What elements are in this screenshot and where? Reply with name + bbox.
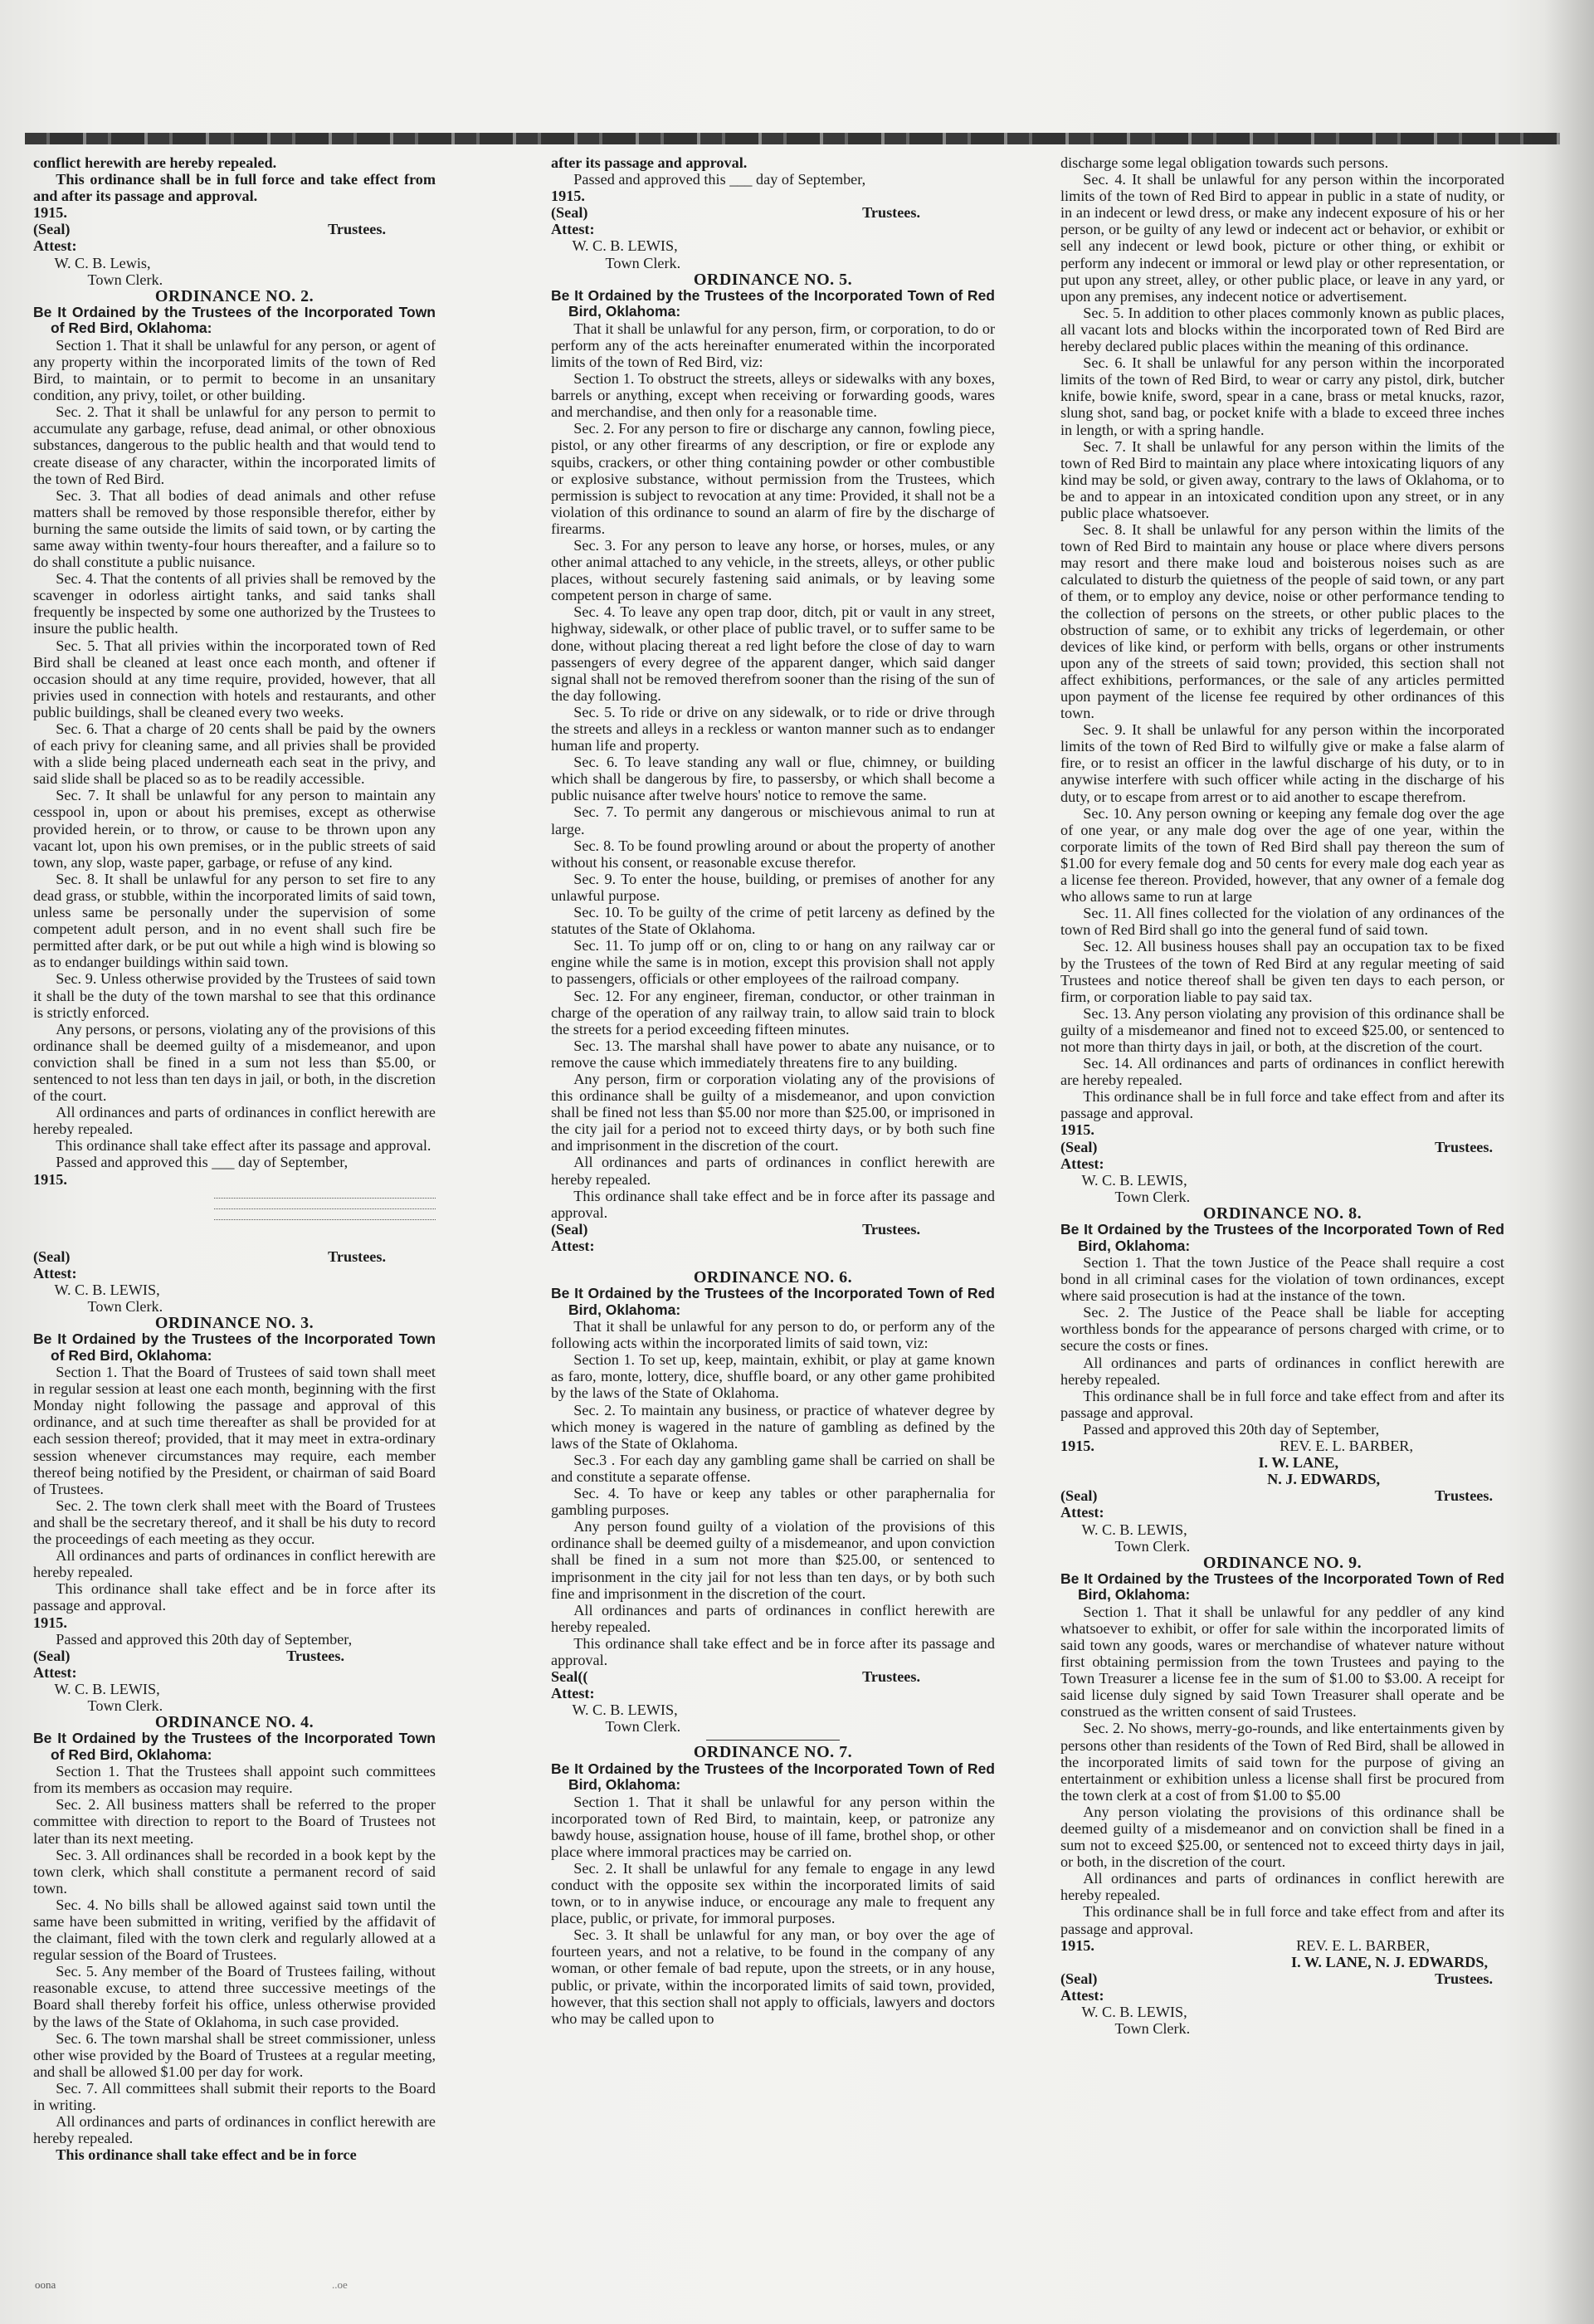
attest-label: Attest:	[1060, 1504, 1104, 1521]
paragraph: All ordinances and parts of ordinances in conflict herewith are hereby repealed.	[551, 1601, 995, 1635]
col1-open-line: conflict herewith are hereby repealed.	[33, 154, 277, 171]
paragraph: Sec. 6. The town marshal shall be street commissioner, unless other wise provided by the Board of Trustees at a regular meeting, and shall be allowed $1.00 per day for work.	[33, 2029, 436, 2080]
trustees-label: Trustees.	[328, 221, 386, 238]
paragraph: Sec. 2. The town clerk shall meet with the Board of Trustees and shall be the secretary thereof, and it shall be his duty to record the proceedings of each meeting as they occur.	[33, 1496, 436, 1548]
attest-label: Attest:	[33, 237, 77, 255]
paragraph: Sec. 4. That the contents of all privies shall be removed by the scavenger in odorless airtight tanks, and said tanks shall frequently be inspected by some one authorized by the Trustees to insure the public health.	[33, 570, 436, 637]
paragraph: All ordinances and parts of ordinances in conflict herewith are hereby repealed.	[1060, 1870, 1504, 1904]
paragraph: Section 1. That it shall be unlawful for any person, or agent of any property within the incorporated limits of the town of Red Bird, to maintain, or to permit to become in an unsanitary condition, any privy, toilet, or other building.	[33, 336, 436, 404]
paragraph: Sec. 6. It shall be unlawful for any person within the incorporated limits of the town of Red Bird, to wear or carry any pistol, dirk, butcher knife, bowie knife, sword, spear in a cane, brass or metal knucks, razor, slung shot, sand bag, or pocket knife with a blade to exceed three inches in length, or with a spring handle.	[1060, 354, 1504, 438]
paragraph: All ordinances and parts of ordinances in conflict herewith are hereby repealed.	[33, 1104, 436, 1138]
trustees-label: Trustees.	[862, 1668, 920, 1686]
trustees-label: Trustees.	[1435, 1138, 1493, 1155]
seal-label: (Seal)	[551, 1220, 588, 1238]
paragraph: Sec. 5. That all privies within the incorporated town of Red Bird shall be cleaned at least once each month, and oftener if occasion should at any time require, provided, however, that all privies used in connection with hotels and restaurants, and other public buildings, shall be cleaned every two weeks.	[33, 637, 436, 720]
paragraph: Sec. 7. It shall be unlawful for any person to maintain any cesspool in, upon or about his premises, except as otherwise provided herein, or to throw, or cause to be thrown upon any vacant lot, upon his own premises, or in the public streets of said town, any slop, waste paper, garbage, or refuse of any kind.	[33, 787, 436, 871]
signature-row	[1060, 1937, 1504, 1954]
ordinance-7-title: Be It Ordained by the Trustees of the Incorporated Town of Red Bird, Oklahoma:	[551, 1760, 995, 1794]
trustee-signature: REV. E. L. BARBER,	[1280, 1438, 1413, 1455]
paragraph: Sec. 10. Any person owning or keeping any female dog over the age of one year, or any male dog over the age of one year, within the corporate limits of the town of Red Bird shall pay thereon the sum of $1.00 for every female dog and 50 cents for every male dog each year as a license fee thereon. Provided, however, that any owner of a female dog who allows same to run at large	[1060, 804, 1504, 906]
paragraph: Sec. 9. Unless otherwise provided by the Trustees of said town it shall be the duty of the town marshal to see that this ordinance is strictly enforced.	[33, 970, 436, 1021]
col1-open-year: 1915.	[33, 204, 67, 222]
trustees-label: Trustees.	[328, 1247, 386, 1265]
attest-label: Attest:	[1060, 1986, 1104, 2004]
column-3	[1060, 154, 1504, 2296]
attest-label: Attest:	[551, 1685, 595, 1702]
paragraph: Sec. 7. To permit any dangerous or mischievous animal to run at large.	[551, 803, 995, 837]
paragraph: Section 1. That the Board of Trustees of said town shall meet in regular session at least one each month, beginning with the first Monday night following the passage and approval of this ordinance, and at such time thereafter as shall be provided for at each session thereof; provided, that it may meet in extra-ordinary session whenever circumstances may require, each member thereof being notified by the President, or chairman of said Board of Trustees.	[33, 1364, 436, 1497]
paragraph: Any persons, or persons, violating any of the provisions of this ordinance shall be deemed guilty of a misdemeanor, and upon conviction shall be fined in a sum not less than $5.00, or sentenced to not less than ten days in jail, or both, in the discretion of the court.	[33, 1020, 436, 1105]
year: 1915.	[1060, 1121, 1094, 1139]
paragraph: This ordinance shall take effect and be in force after its passage and approval.	[551, 1634, 995, 1668]
trustees-label: Trustees.	[862, 1220, 920, 1238]
paragraph: Sec. 5. To ride or drive on any sidewalk, or to ride or drive through the streets and alleys in a reckless or wanton manner such as to endanger human life and property.	[551, 703, 995, 754]
trustee-signature: N. J. EDWARDS,	[1267, 1471, 1380, 1488]
paragraph: Sec. 11. All fines collected for the violation of any ordinances of the town of Red Bird shall go into the general fund of said town.	[1060, 905, 1504, 939]
seal-label: (Seal)	[551, 204, 588, 222]
paragraph: Sec. 13. Any person violating any provision of this ordinance shall be guilty of a misdemeanor and fined not to exceed $25.00, or sentenced to not more than thirty days in jail, or both, at the discretion of the court.	[1060, 1004, 1504, 1055]
column-1	[33, 154, 436, 2296]
trustee-signature: I. W. LANE, N. J. EDWARDS,	[1291, 1953, 1488, 1970]
ordinance-3-heading: ORDINANCE NO. 3.	[154, 1314, 314, 1332]
seal-label: (Seal)	[1060, 1138, 1098, 1155]
paragraph: This ordinance shall take effect after its passage and approval.	[56, 1137, 431, 1155]
paragraph: Section 1. That it shall be unlawful for any peddler of any kind whatsoever to exhibit, or offer for sale within the incorporated limits of said town any goods, wares or merchandise of whatever nature without first obtaining permission from the town Trustees and paying to the Town Treasurer a license fee in the sum of $1.00 to $3.00. A receipt for said license duly signed by said Town Treasurer shall operate and be construed as the written consent of said Trustees.	[1060, 1603, 1504, 1721]
col1-open-line: This ordinance shall be in full force and take effect from and after its passage and approval.	[33, 171, 436, 205]
paragraph: All ordinances and parts of ordinances in conflict herewith are hereby repealed.	[33, 2113, 436, 2147]
clerk-name: W. C. B. LEWIS,	[1081, 1171, 1187, 1189]
seal-row	[1060, 1970, 1504, 1987]
paragraph: All ordinances and parts of ordinances in conflict herewith are hereby repealed.	[33, 1547, 436, 1581]
paragraph: Sec. 4. It shall be unlawful for any person within the incorporated limits of the town of Red Bird to appear in public in a state of nudity, or in an indecent or lewd dress, or make any indecent exposure of his or her person, or be guilty of any lewd or indecent act or behavior, or exhibit or sell any indecent or lewd book, picture or other thing, or exhibit or perform any indecent or immoral or lewd play or other representation, or put upon any street, alley, or other public place, or leave in any yard, or upon any premises, any indecent notice or advertisement.	[1060, 171, 1504, 305]
seal-label: (Seal)	[1060, 1487, 1098, 1505]
paragraph: Section 1. To obstruct the streets, alleys or sidewalks with any boxes, barrels or anything, except when receiving or forwarding goods, wares and merchandise, and then only for a reasonable time.	[551, 370, 995, 421]
seal-row	[551, 1668, 995, 1685]
seal-row	[33, 221, 436, 237]
ordinance-6-title: Be It Ordained by the Trustees of the Incorporated Town of Red Bird, Oklahoma:	[551, 1285, 995, 1318]
clerk-name: W. C. B. LEWIS,	[572, 1702, 678, 1719]
clerk-name: W. C. B. LEWIS,	[1081, 1521, 1187, 1538]
clerk-title: Town Clerk.	[1114, 1537, 1191, 1555]
paragraph: Sec. 3. For any person to leave any horse, or horses, mules, or any other animal attached to any vehicle, in the streets, alleys, or other public places, without securely fastening said animals, or by leaving some competent person in charge of same.	[551, 536, 995, 604]
paragraph: Sec. 14. All ordinances and parts of ordinances in conflict herewith are hereby repealed.	[1060, 1055, 1504, 1089]
paragraph: Sec. 7. It shall be unlawful for any person within the limits of the town of Red Bird to maintain any place where intoxicating liquors of any kind may be sold, or given away, contrary to the laws of Oklahoma, or to be and to appear in an intoxicated condition upon any street, or in any public place whatsoever.	[1060, 437, 1504, 521]
seal-label: (Seal)	[33, 1647, 71, 1664]
passed-line: Passed and approved this 20th day of September,	[1083, 1420, 1380, 1438]
year: 1915.	[33, 1614, 67, 1631]
ordinance-2-title: Be It Ordained by the Trustees of the Incorporated Town of Red Bird, Oklahoma:	[33, 303, 436, 337]
seal-row	[33, 1248, 436, 1265]
clerk-name: W. C. B. LEWIS,	[54, 1281, 160, 1298]
page-edge-shadow	[1544, 0, 1594, 2324]
ordinance-4-heading: ORDINANCE NO. 4.	[154, 1713, 314, 1732]
signature-row	[1060, 1438, 1504, 1454]
paragraph: This ordinance shall take effect and be in force after its passage and approval.	[551, 1187, 995, 1221]
paragraph: Sec. 4. To leave any open trap door, ditch, pit or vault in any street, highway, sidewalk, or other place of public travel, or to suffer same to be done, without placing thereat a red light before the close of day to warn passengers of every degree of the apparent danger, which said danger signal shall not be removed therefrom sooner than the rising of the sun of the day following.	[551, 603, 995, 704]
paragraph: Sec. 6. To leave standing any wall or flue, chimney, or building which shall be dangerous by fire, to passersby, or which shall become a public nuisance after twelve hours' notice to remove the same.	[551, 754, 995, 804]
spacer	[33, 1220, 436, 1248]
ordinance-8-title: Be It Ordained by the Trustees of the Incorporated Town of Red Bird, Oklahoma:	[1060, 1221, 1504, 1254]
paragraph: Sec. 5. Any member of the Board of Trustees failing, without reasonable excuse, to attend three successive meetings of the Board shall thereby forfeit his office, unless otherwise provided by the laws of the State of Oklahoma, in such case provided.	[33, 1963, 436, 2030]
spacer	[551, 1254, 995, 1269]
paragraph: Sec. 6. That a charge of 20 cents shall be paid by the owners of each privy for cleaning same, and all privies shall be provided with a slide being placed underneath each seat in the privy, and said slide shall be placed so as to be readily accessible.	[33, 720, 436, 788]
clerk-name: W. C. B. LEWIS,	[572, 237, 678, 255]
trustees-label: Trustees.	[1435, 1970, 1493, 1987]
paragraph: Sec. 2. The Justice of the Peace shall be liable for accepting worthless bonds for the appearance of persons charged with crime, or to secure the costs or fines.	[1060, 1304, 1504, 1355]
signature-line	[214, 1198, 436, 1199]
clerk-title: Town Clerk.	[1114, 1188, 1191, 1205]
ordinance-6-heading: ORDINANCE NO. 6.	[693, 1268, 853, 1286]
passed-line: Passed and approved this 20th day of September,	[56, 1630, 353, 1648]
year: 1915.	[1060, 1438, 1094, 1455]
passed-line: Passed and approved this ___ day of September,	[573, 171, 866, 188]
paragraph: This ordinance shall be in full force and take effect from and after its passage and approval.	[1060, 1387, 1504, 1421]
attest-label: Attest:	[33, 1264, 77, 1282]
attest-label: Attest:	[1060, 1155, 1104, 1172]
col2-open-line: after its passage and approval.	[551, 154, 748, 171]
paragraph: Any person, firm or corporation violating any of the provisions of this ordinance shall be guilty of a misdemeanor, and upon conviction shall be fined not less than $5.00 nor more than $25.00, or imprisoned in the city jail for a period not to exceed thirty days, or by both such fine and imprisonment in the discretion of the court.	[551, 1070, 995, 1155]
clerk-title: Town Clerk.	[605, 254, 681, 271]
paragraph: Section 1. That it shall be unlawful for any person within the incorporated town of Red Bird, to maintain, keep, or patronize any bawdy house, assignation house, house of ill fame, brothel shop, or other place where immoral practices may be carried on.	[551, 1793, 995, 1860]
clerk-title: Town Clerk.	[1114, 2020, 1191, 2038]
paragraph: Sec. 3. All ordinances shall be recorded in a book kept by the town clerk, which shall constitute a permanent record of said town.	[33, 1846, 436, 1897]
clerk-name: W. C. B. LEWIS,	[54, 1680, 160, 1697]
paragraph: Sec. 13. The marshal shall have power to abate any nuisance, or to remove the cause which immediately threatens fire to any building.	[551, 1037, 995, 1071]
paragraph: Sec.3 . For each day any gambling game shall be carried on shall be and constitute a separate offense.	[551, 1451, 995, 1485]
paragraph: Sec. 9. To enter the house, building, or premises of another for any unlawful purpose.	[551, 870, 995, 904]
paragraph: All ordinances and parts of ordinances in conflict herewith are hereby repealed.	[1060, 1354, 1504, 1388]
trustees-label: Trustees.	[862, 204, 920, 222]
ordinance-9-title: Be It Ordained by the Trustees of the Incorporated Town of Red Bird, Oklahoma:	[1060, 1570, 1504, 1604]
paragraph: Sec. 2. It shall be unlawful for any female to engage in any lewd conduct with the opposite sex within the incorporated limits of said town, or to in anywise induce, or encourage any male to frequent any place, public, or private, for immoral purposes.	[551, 1859, 995, 1927]
paragraph: Sec. 12. For any engineer, fireman, conductor, or other trainman in charge of the operation of any railway train, to allow said train to block the streets for a period exceeding fifteen minutes.	[551, 987, 995, 1038]
paragraph: That it shall be unlawful for any person to do, or perform any of the following acts within the incorporated limits of said town, viz:	[551, 1318, 995, 1352]
ordinance-9-heading: ORDINANCE NO. 9.	[1202, 1553, 1362, 1572]
paragraph: All ordinances and parts of ordinances in conflict herewith are hereby repealed.	[551, 1154, 995, 1188]
clerk-title: Town Clerk.	[87, 271, 163, 288]
section-rule	[706, 1740, 840, 1741]
seal-row	[1060, 1139, 1504, 1155]
paragraph: Sec. 3. That all bodies of dead animals and other refuse matters shall be removed by those responsible therefor, either by burning the same outside the limits of said town, or by carting the same away within twenty-four hours thereafter, and a failure so to do shall constitute a public nuisance.	[33, 486, 436, 571]
seal-label: (Seal)	[33, 1247, 71, 1265]
paragraph: That it shall be unlawful for any person, firm, or corporation, to do or perform any of the acts hereinafter enumerated within the incorporated limits of the town of Red Bird, viz:	[551, 320, 995, 370]
year: 1915.	[1060, 1936, 1094, 1954]
masthead-rule	[25, 133, 1560, 144]
seal-row	[551, 1221, 995, 1238]
paragraph: Sec. 11. To jump off or on, cling to or hang on any railway car or engine while the same is in motion, except this provision shall not apply to passengers, officials or other employees of the railroad company.	[551, 937, 995, 988]
clerk-title: Town Clerk.	[87, 1297, 163, 1315]
paragraph: Sec. 4. No bills shall be allowed against said town until the same have been submitted in writing, verified by the affidavit of the claimant, filed with the town clerk and regularly allowed at a regular session of the Board of Trustees.	[33, 1896, 436, 1964]
seal-label: (Seal)	[1060, 1970, 1098, 1987]
clerk-name: W. C. B. Lewis,	[54, 254, 151, 271]
year: 1915.	[33, 1170, 67, 1188]
paragraph: Sec. 8. It shall be unlawful for any person to set fire to any dead grass, or stubble, within the incorporated limits of said town, unless same be personally under the supervision of some competent adult person, and in no event shall such fire be permitted after dark, or be put out while a high wind is blowing so as to endanger buildings within said town.	[33, 870, 436, 971]
ordinance-3-title: Be It Ordained by the Trustees of the Incorporated Town of Red Bird, Oklahoma:	[33, 1330, 436, 1364]
paragraph: Section 1. That the town Justice of the Peace shall require a cost bond in all criminal cases for the violation of town ordinances, except where said prosecution is had at the instance of the town.	[1060, 1254, 1504, 1305]
paragraph: Sec. 4. To have or keep any tables or other paraphernalia for gambling purposes.	[551, 1485, 995, 1519]
paragraph: Sec. 9. It shall be unlawful for any person within the incorporated limits of the town of Red Bird to wilfully give or make a false alarm of fire, or to resist an officer in the lawful discharge of his duty, or to in anywise interfere with such officer while acting in the discharge of his duty, or to escape from arrest or to aid another to escape therefrom.	[1060, 721, 1504, 805]
attest-label: Attest:	[551, 1237, 595, 1254]
paragraph: Section 1. To set up, keep, maintain, exhibit, or play at game known as faro, monte, lottery, dice, shuffle board, or any other game prohibited by the laws of the State of Oklahoma.	[551, 1351, 995, 1402]
signature-line	[214, 1208, 436, 1209]
ordinance-7-heading: ORDINANCE NO. 7.	[693, 1743, 853, 1762]
seal-label: Seal((	[551, 1668, 588, 1686]
passed-line: Passed and approved this ___ day of September,	[56, 1154, 349, 1171]
ordinance-2-heading: ORDINANCE NO. 2.	[154, 286, 314, 305]
paragraph: Sec. 3. It shall be unlawful for any man, or boy over the age of fourteen years, and not a relative, to be found in the company of any woman, or other female of bad repute, upon the streets, or in any house, public, or private, within the incorporated limits of said town, provided, however, that this section shall not apply to officials, lawyers and doctors who may be called upon to	[551, 1926, 995, 2027]
paragraph: Sec. 2. That it shall be unlawful for any person to permit to accumulate any garbage, refuse, dead animal, or other obnoxious substances, dangerous to the public health and that would tend to create disease of any character, within the incorporated limits of the town of Red Bird.	[33, 403, 436, 487]
clerk-title: Town Clerk.	[87, 1697, 163, 1714]
paragraph: Sec. 5. In addition to other places commonly known as public places, all vacant lots and blocks within the incorporated town of Red Bird are hereby declared public places within the meaning of this ordinance.	[1060, 304, 1504, 355]
attest-label: Attest:	[33, 1663, 77, 1681]
paragraph: This ordinance shall take effect and be in force	[56, 2146, 357, 2164]
year: 1915.	[551, 188, 585, 205]
paragraph: Sec. 10. To be guilty of the crime of petit larceny as defined by the statutes of the State of Oklahoma.	[551, 904, 995, 938]
paragraph: Sec. 2. To maintain any business, or practice of whatever degree by which money is wagered in the nature of gambling as defined by the laws of the State of Oklahoma.	[551, 1401, 995, 1452]
paragraph: Any person found guilty of a violation of the provisions of this ordinance shall be deemed guilty of a misdemeanor, and upon conviction shall be fined in a sum not more than $25.00, or sentenced to imprisonment in the city jail for not less than ten days, or by both such fine and imprisonment in the discretion of the court.	[551, 1518, 995, 1602]
ordinance-5-title: Be It Ordained by the Trustees of the Incorporated Town of Red Bird, Oklahoma:	[551, 286, 995, 320]
trustees-label: Trustees.	[286, 1647, 344, 1664]
paragraph: Sec. 2. For any person to fire or discharge any cannon, fowling piece, pistol, or any other firearms of any description, or fire or explode any squibs, crackers, or other thing containing powder or other combustible or explosive substance, without permission from the Trustees, which permission is subject to revocation at any time: Provided, it shall not be a violation of this ordinance to sound an alarm of fire by the discharge of firearms.	[551, 420, 995, 537]
column-2	[551, 154, 995, 2296]
paragraph: This ordinance shall take effect and be in force after its passage and approval.	[33, 1580, 436, 1614]
ordinance-5-heading: ORDINANCE NO. 5.	[693, 270, 853, 289]
paragraph: Sec. 2. All business matters shall be referred to the proper committee with direction to report to the Board of Trustees not later than its next meeting.	[33, 1796, 436, 1847]
paragraph: Sec. 8. To be found prowling around or about the property of another without his consent, or reasonable excuse therefor.	[551, 837, 995, 871]
paragraph: This ordinance shall be in full force and take effect from and after its passage and approval.	[1060, 1903, 1504, 1937]
paragraph: Sec. 8. It shall be unlawful for any person within the limits of the town of Red Bird to maintain any house or place where divers persons may resort and there make loud and boisterous noises such as are calculated to disturb the quietness of the people of said town, or any part of them, or to employ any device, noise or other performance tending to the collection of persons on the streets, or other public places to the obstruction of same, or to exhibit any tricks of legerdemain, or other devices of like kind, or perform with bells, organs or other instruments upon any of the streets of said town; provided, this section shall not affect exhibitions, performances, or the sale of any articles permitted upon payment of the license fee required by other ordinances of this town.	[1060, 521, 1504, 722]
clerk-name: W. C. B. LEWIS,	[1081, 2004, 1187, 2021]
paragraph: Sec. 12. All business houses shall pay an occupation tax to be fixed by the Trustees of the town of Red Bird at any regular meeting of said Trustees and notice thereof shall be given ten days to each person, or firm, or corporation liable to pay said tax.	[1060, 938, 1504, 1005]
paragraph: Sec. 2. No shows, merry-go-rounds, and like entertainments given by persons other than residents of the Town of Red Bird, shall be allowed in the incorporated limits of said town for the purpose of giving an entertainment or exhibition unless a license shall first be procured from the town clerk at a cost of from $1.00 to $5.00	[1060, 1720, 1504, 1804]
paragraph: Sec. 7. All committees shall submit their reports to the Board in writing.	[33, 2079, 436, 2114]
attest-label: Attest:	[551, 221, 595, 238]
paragraph: Any person violating the provisions of this ordinance shall be deemed guilty of a misdemeanor and on conviction shall be fined in a sum not to exceed $25.00, or sentenced not to exceed thirty days in jail, or both, in the discretion of the court.	[1060, 1803, 1504, 1871]
trustee-signature: I. W. LANE,	[1258, 1454, 1338, 1472]
seal-label: (Seal)	[33, 221, 71, 238]
ordinance-4-title: Be It Ordained by the Trustees of the Incorporated Town of Red Bird, Oklahoma:	[33, 1730, 436, 1763]
footer-fragment: ..oe	[332, 2278, 348, 2291]
paragraph: This ordinance shall be in full force and take effect from and after its passage and approval.	[1060, 1088, 1504, 1122]
seal-row	[551, 204, 995, 221]
footer-fragment: oona	[35, 2278, 56, 2291]
trustee-signature: REV. E. L. BARBER,	[1296, 1936, 1430, 1954]
clerk-title: Town Clerk.	[605, 1718, 681, 1736]
ordinance-8-heading: ORDINANCE NO. 8.	[1202, 1204, 1362, 1223]
seal-row	[1060, 1487, 1504, 1504]
trustees-label: Trustees.	[1435, 1487, 1493, 1505]
col3-open-line: discharge some legal obligation towards such persons.	[1060, 154, 1389, 171]
paragraph: Section 1. That the Trustees shall appoint such committees from its members as occasion may require.	[33, 1763, 436, 1797]
seal-row	[33, 1648, 436, 1664]
